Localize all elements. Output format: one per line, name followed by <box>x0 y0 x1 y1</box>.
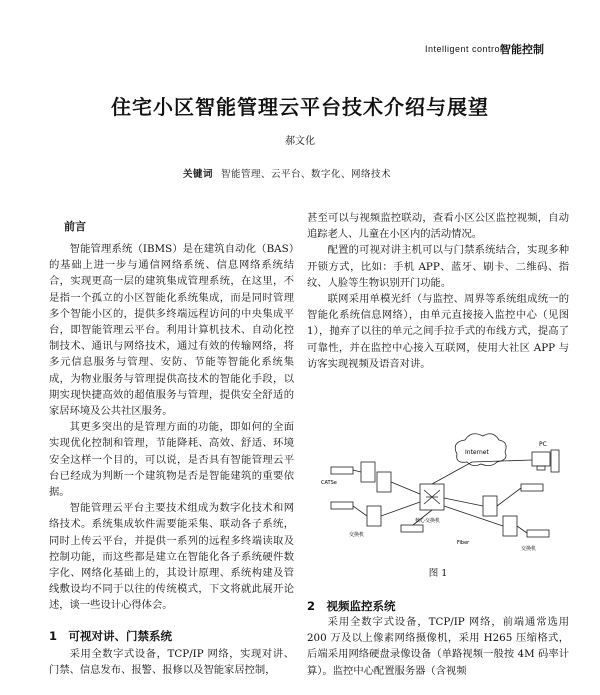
paragraph: 甚至可以与视频监控联动，查看小区公区监控视频，自动追踪老人、儿童在小区内的活动情况。 <box>307 212 569 241</box>
panel-5 <box>503 516 517 536</box>
fiber-label: Fiber <box>457 540 470 546</box>
keywords <box>183 166 391 180</box>
link <box>381 502 420 516</box>
device-4 <box>521 484 543 491</box>
paragraph: 联网采用单模光纤（与监控、周界等系统组成统一的智能化系统信息网络），由单元直接接入监控中心（见图 1），抛弃了以往的单元之间手拉手式的布线方式，提高了可靠性，并在监控中心接入互联网，使用大社区 APP 与访客实现视频及语音对讲。 <box>307 293 569 370</box>
paragraph: 其更多突出的是管理方面的功能，即如何的全面实现优化控制和管理，节能降耗、高效、舒适、环境安全这样一个目的，可以说，是否具有智能管理云平台已经成为判断一个建筑物是否是智能建筑的重要依据。 <box>49 421 294 499</box>
paragraph: 智能管理云平台主要技术组成为数字化技术和网络技术。系统集成软件需要能采集、联动各子系统，同时上传云平台，并提供一系列的远程多终端读取及控制功能，而这些都是建立在智能化各子系统硬件数字化、网络化基础上的，其设计原理、系统构建及管线敷设均不同于以往的传统模式，下文将就此展开论述，谈一些设计心得体会。 <box>49 502 294 612</box>
link <box>432 462 472 484</box>
link <box>353 506 367 516</box>
device-5 <box>527 530 549 537</box>
keywords-label: 关键词 <box>183 169 214 180</box>
author: 郝文化 <box>285 136 315 147</box>
switch-label: 交换机 <box>349 532 365 538</box>
left-column <box>49 241 294 614</box>
paragraph: 智能管理系统（IBMS）是在建筑自动化（BAS）的基础上进一步与通信网络系统、信息网络系统结合，实现更高一层的建筑集成管理系统，在这里，不是指一个孤立的小区智能化系统集成，而是同时管理多个智能小区的，提供多终端远程访问的中央集成平台，即智能管理云平台。利用计算机技术、自动化控制技术、通讯与网络技术，通过有效的传输网络，将多元信息服务与管理、安防、节能等智能化系统集成，为物业服务与管理提供高技术的智能化手段，以期实现快捷高效的超值服务与管理，提供安全舒适的家居环境及公共社区服务。 <box>49 243 294 418</box>
section-1-heading: 1 可视对讲、门禁系统 <box>49 629 173 643</box>
panel-1 <box>361 462 375 482</box>
link <box>517 526 527 533</box>
link <box>353 470 361 472</box>
figure-caption: 图 1 <box>428 568 448 579</box>
link <box>497 488 521 506</box>
section-2-heading: 2 视频监控系统 <box>307 599 396 613</box>
paragraph: 配置的可视对讲主机可以与门禁系统结合，实现多种开锁方式，比如：手机 APP、蓝牙、刷卡、二维码、指纹、人脸等生物识别开门功能。 <box>307 244 569 289</box>
panel-4 <box>483 496 497 516</box>
core-switch-symbol <box>424 490 440 504</box>
page-title: 住宅小区智能管理云平台技术介绍与展望 <box>111 95 489 119</box>
panel-3 <box>367 506 381 526</box>
device-1 <box>331 467 353 474</box>
switch-label: 交换机 <box>521 546 537 552</box>
device-3 <box>401 525 423 532</box>
header-english-label: Intelligent control <box>425 44 503 54</box>
right-column <box>307 210 569 372</box>
device-2 <box>331 502 353 509</box>
pc-base <box>537 466 545 470</box>
link <box>391 482 420 494</box>
paragraph: 采用全数字式设备，TCP/IP 网络，前端通常选用 200 万及以上像素网络摄像机，采用 H265 压缩格式，后端采用网络硬盘录像设备（单路视频一般按 4M 码率计算）。监控中心配置服务器（含视频 <box>307 616 569 677</box>
paragraph: 采用全数字式设备，TCP/IP 网络，实现对讲、门禁、信息发布、报警、报修以及智能家居控制， <box>49 648 294 677</box>
pc-label: PC <box>539 441 547 448</box>
internet-label: Internet <box>465 449 489 456</box>
left-column-continued <box>49 646 294 678</box>
core-switch-label: 核心交换机 <box>415 518 441 524</box>
link <box>444 498 483 506</box>
header-chinese-label: 智能控制 <box>500 43 544 56</box>
pc-monitor <box>532 452 550 466</box>
keywords-text: 智能管理、云平台、数字化、网络技术 <box>221 169 392 180</box>
preface-heading: 前言 <box>64 220 86 233</box>
right-column-continued <box>307 614 569 679</box>
panel-2 <box>377 472 391 492</box>
pc-tower <box>551 450 559 472</box>
catv-label: CATSe <box>321 480 337 486</box>
network-diagram <box>307 432 569 562</box>
